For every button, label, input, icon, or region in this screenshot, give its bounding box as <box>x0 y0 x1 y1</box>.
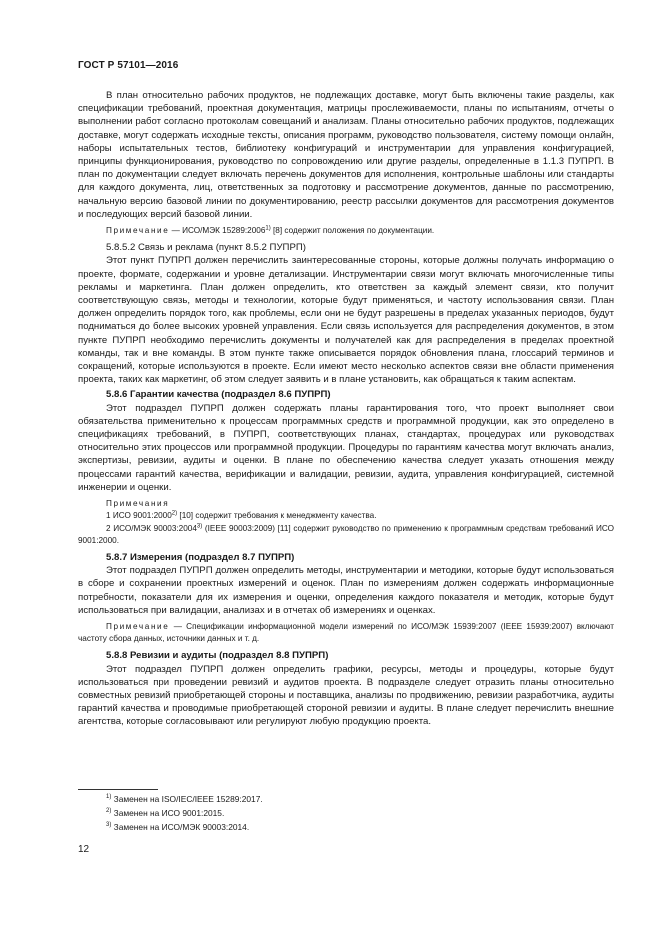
footnote-ref-3: 3) <box>196 522 203 529</box>
notes-label: Примечания <box>106 499 170 509</box>
footnote-ref-2: 2) <box>171 510 178 517</box>
footnote-ref-1: 1) <box>265 225 271 232</box>
notes-quality <box>78 498 614 547</box>
note-item-2: 2 ИСО/МЭК 90003:2004$^{3)}$ (IEEE 90003:2009) [11] содержит руководство по применению к программным средствам требований ИСО 9001:2000. <box>78 522 614 545</box>
paragraph-measurement: Этот подраздел ПУПРП должен определить методы, инструментарии и методики, которые будут использоваться в сборе и сохранении проектных измерений и оценок. План по измерениям должен содержать информационные потребности, показатели для их измерения и оценки, определения каждого показателя и методик, которые будут использоваться при валидации, анализах и в отчетах об измерениях и оценках. <box>78 565 614 616</box>
note-label: Примечание <box>106 621 170 631</box>
note-label: Примечание <box>106 226 170 236</box>
footnote-3: $^{3)}$ Заменен на ИСО/МЭК 90003:2014. <box>106 821 250 832</box>
section-heading-5-8-5-2: 5.8.5.2 Связь и реклама (пункт 8.5.2 ПУПРП) <box>106 242 306 254</box>
footnote-divider <box>78 789 158 790</box>
page-number: 12 <box>78 844 90 855</box>
document-header: ГОСТ Р 57101—2016 <box>78 60 179 71</box>
section-heading-5-8-6: 5.8.6 Гарантии качества (подраздел 8.6 ПУПРП) <box>106 389 331 401</box>
page-body <box>78 89 614 729</box>
note-measurement: Примечание — Спецификации информационной модели измерений по ИСО/МЭК 15939:2007 (IEEE 15939:2007) включают частоту сбора данных, источники данных и т. д. <box>78 621 614 644</box>
paragraph-quality-assurance: Этот подраздел ПУПРП должен содержать планы гарантирования того, что проект выполняет свои обязательства применительно к процессам программных средств и программной продукции, как это определено в спецификациях требований, в ПУПРП, соответствующих планах, стандартах, процедурах или руководствах относительно этих процессов или программной продукции. Процедуры по гарантиям качества могут включать анализ, экспертизы, ревизии, аудиты и оценки. В плане по обеспечению качества следует указать отношения между процессами гарантий качества, верификации и валидации, ревизии, аудита, управления конфигурацией, системной инженерии и оценки. <box>78 402 614 493</box>
paragraph-communication: Этот пункт ПУПРП должен перечислить заинтересованные стороны, которые должны получать информацию о проекте, формате, содержании и уровне детализации. Инструментарии связи могут включать многочисленные типы рекламы и маркетинга. План должен определить, кто ответствен за каждый элемент связи, кто получит соответствующую связь, методы и технологии, которые будут применяться, и частоту использования связи. План должен определить порядок того, как проблемы, если они не будут разрешены в пределах указанных периодов, будут подниматься до более высоких уровней управления. Если связь используется для распределения документов, в этом пункте ПУПРП необходимо перечислить документы и получателей как для распределения в пределах проектной команды, так и вне команды. В этом пункте также описывается порядок обновления плана, глоссарий терминов и сокращений, которые используются в проекте. Если имеют место несколько аспектов связи вне области применения проекта, таких как маркетинг, об этом следует заявить и в плане установить, как обращаться к таким аспектам. <box>78 255 614 386</box>
footnotes <box>106 793 263 834</box>
note-documentation: Примечание — ИСО/МЭК 15289:2006$^{1)}$ [8] содержит положения по документации. <box>106 225 435 236</box>
section-heading-5-8-7: 5.8.7 Измерения (подраздел 8.7 ПУПРП) <box>106 551 295 563</box>
section-heading-5-8-8: 5.8.8 Ревизии и аудиты (подраздел 8.8 ПУПРП) <box>106 650 329 662</box>
footnote-1: $^{1)}$ Заменен на ISO/IEC/IEEE 15289:2017. <box>106 794 263 804</box>
footnote-2: $^{2)}$ Заменен на ИСО 9001:2015. <box>106 807 225 818</box>
note-item-1: 1 ИСО 9001:2000$^{2)}$ [10] содержит требования к менеджменту качества. <box>106 510 377 521</box>
paragraph-reviews-audits: Этот подраздел ПУПРП должен определить графики, ресурсы, методы и процедуры, которые будут использоваться при проведении ревизий и аудитов проекта. В подразделе следует отразить планы относительно совместных ревизий приобретающей стороны и поставщика, анализы по продвижению, ревизии разработчика, аудиты гарантий качества и проводимые приобретающей стороной ревизии и аудиты. В плане следует перечислить внешние агентства, которые согласовывают или регулируют любую продукцию проекта. <box>78 663 614 728</box>
paragraph-documentation-plan: В план относительно рабочих продуктов, не подлежащих доставке, могут быть включены такие разделы, как спецификации требований, проектная документация, матрицы прослеживаемости, планы по испытаниям, отчеты о выполнении работ согласно протоколам совещаний и анализам. Планы относительно рабочих продуктов, подлежащих доставке, могут содержать исходные тексты, описания программ, руководство пользователя, систему помощи онлайн, наборы испытательных тестов, библиотеку конфигураций и инструментарии для управления конфигурацией, принципы функционирования, руководство по сопровождению или другие разделы, определенные в 1.1.3 ПУПРП. В план по документации следует включать перечень документов для исполнения, контрольные шаблоны или стандарты для каждого документа, лиц, ответственных за подготовку и рассмотрение документов, данные по рассмотрению, начальную версию базовой линии по документированию, реестр рассылки документов для рассмотрения документов и последующих версий базовой линии. <box>78 90 614 220</box>
